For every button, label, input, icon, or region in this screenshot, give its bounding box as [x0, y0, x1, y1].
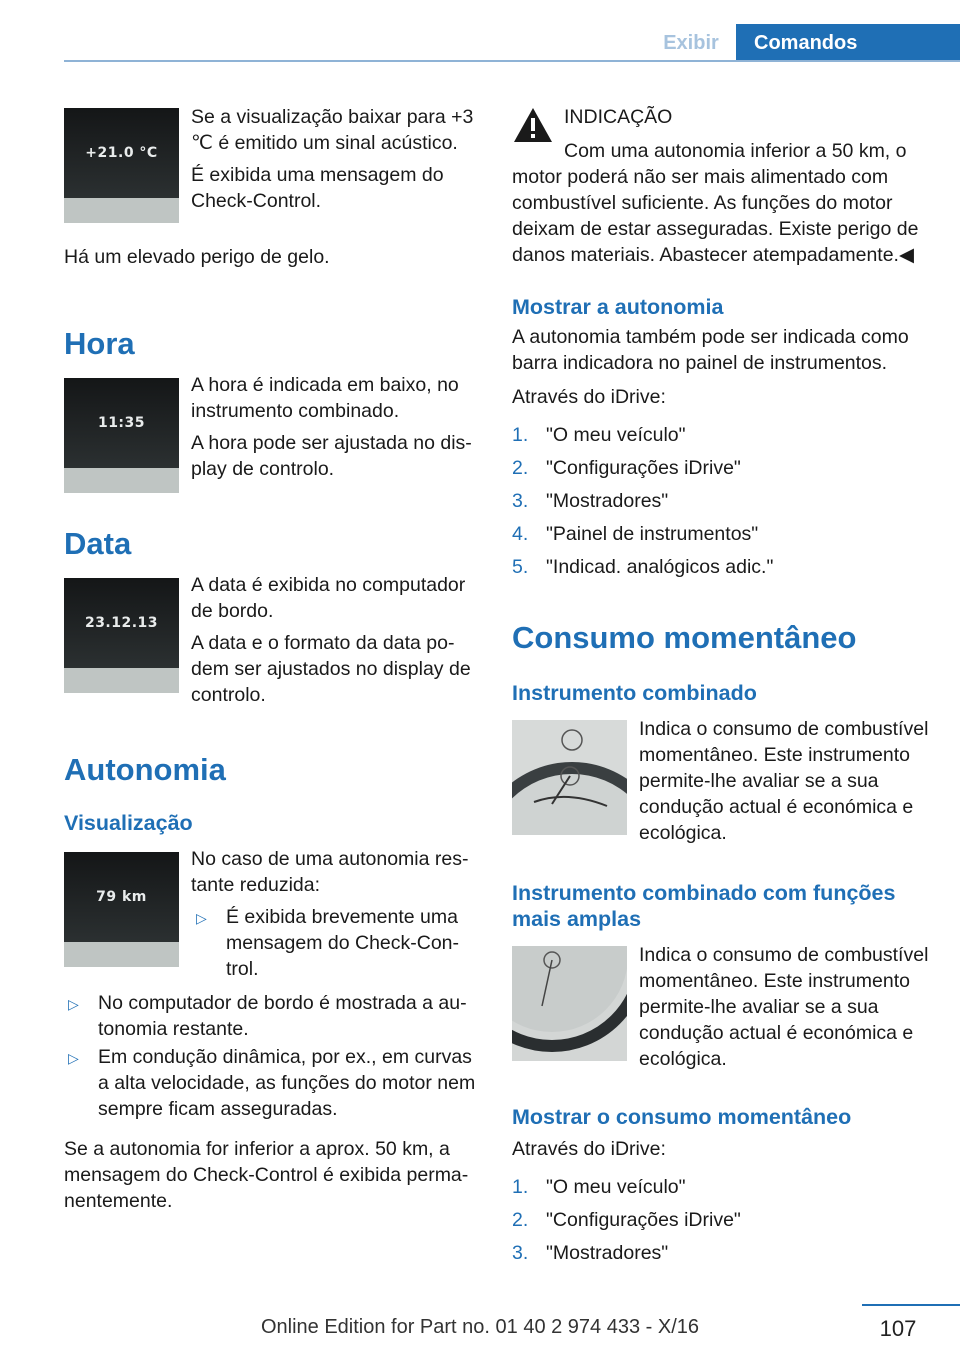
extended-gauge-image: [512, 946, 627, 1061]
footer-edition: Online Edition for Part no. 01 40 2 974 433 - X/16: [260, 1316, 700, 1338]
consumption-gauge-image: [512, 720, 627, 835]
temperature-display-image: +21.0 °C: [64, 108, 179, 223]
data-text: [191, 572, 481, 708]
hora-p2: A hora pode ser ajustada no display de controlo.: [191, 432, 472, 480]
bullet-3: Em condução dinâmica, por ex., em curvas a alta velocidade, as funções do motor nem sempre ficam asseguradas.: [98, 1046, 476, 1120]
step-number: 3.: [512, 1242, 529, 1264]
temp-text: [191, 104, 481, 214]
page-rule: [862, 1304, 960, 1306]
range-display-image: 79 km: [64, 852, 179, 967]
step-number: 4.: [512, 523, 529, 545]
date-display-image: 23.12.13: [64, 578, 179, 693]
data-title: Data: [64, 526, 132, 561]
consumo-title: Consumo momentâneo: [512, 620, 857, 655]
tab-exibir[interactable]: Exibir: [663, 32, 719, 54]
mostrar-autonomia-title: Mostrar a autonomia: [512, 295, 724, 319]
step-text: "Painel de instrumentos": [546, 523, 759, 545]
notice-body: Com uma autonomia inferior a 50 km, o motor poderá não ser mais alimentado com combustível suficiente. As funções do motor deixam de estar asseguradas. Existe perigo de danos materiais. Abastecer atempadamente.◀: [512, 140, 919, 266]
header-rule: [64, 60, 960, 62]
step-text: "Indicad. analógicos adic.": [546, 556, 774, 578]
bullet-icon: ▷: [68, 996, 79, 1012]
mostrar-autonomia-text: A autonomia também pode ser indicada como barra indicadora no painel de instrumentos.: [512, 326, 909, 374]
instrumento-combinado-title: Instrumento combinado: [512, 681, 757, 705]
instrumento-amplo-text: Indica o consumo de combustível momentâneo. Este instrumento permite-lhe avaliar se a sua condução actual é económica e ecológica.: [639, 944, 929, 1070]
page-number: 107: [879, 1316, 917, 1341]
ice-line: Há um elevado perigo de gelo.: [64, 246, 330, 268]
visualizacao-title: Visualização: [64, 811, 193, 835]
bullet-1: É exibida brevemente uma mensagem do Check-Control.: [226, 906, 460, 980]
step-number: 2.: [512, 457, 529, 479]
range-p1: No caso de uma autonomia restante reduzida:: [191, 848, 469, 896]
autonomia-title: Autonomia: [64, 752, 226, 787]
tab-comandos[interactable]: Comandos: [736, 24, 960, 62]
range-text: [191, 846, 483, 898]
step-number: 3.: [512, 490, 529, 512]
step-number: 1.: [512, 1176, 529, 1198]
temp-p1: Se a visualização baixar para +3 ℃ é emitido um sinal acústico.: [191, 106, 474, 154]
bullet-icon: ▷: [68, 1050, 79, 1066]
step-number: 1.: [512, 424, 529, 446]
hora-text: [191, 372, 481, 482]
step-text: "Configurações iDrive": [546, 1209, 741, 1231]
temp-p2: É exibida uma mensagem do Check-Control.: [191, 164, 444, 212]
clock-display-image: 11:35: [64, 378, 179, 493]
step-number: 2.: [512, 1209, 529, 1231]
step-text: "Mostradores": [546, 1242, 669, 1264]
hora-title: Hora: [64, 326, 135, 361]
step-text: "Mostradores": [546, 490, 669, 512]
data-p1: A data é exibida no computador de bordo.: [191, 574, 466, 622]
notice-head: INDICAÇÃO: [564, 106, 673, 128]
steps-list-2: [512, 1174, 930, 1274]
mostrar-consumo-title: Mostrar o consumo momentâneo: [512, 1105, 852, 1129]
step-number: 5.: [512, 556, 529, 578]
atraves-idrive-1: Através do iDrive:: [512, 386, 666, 408]
instrumento-combinado-text: Indica o consumo de combustível momentâneo. Este instrumento permite-lhe avaliar se a sua condução actual é económica e ecológica.: [639, 718, 929, 844]
bullet-icon: ▷: [196, 910, 207, 926]
steps-list-1: [512, 422, 930, 592]
step-text: "Configurações iDrive": [546, 457, 741, 479]
step-text: "O meu veículo": [546, 424, 686, 446]
closing-text: Se a autonomia for inferior a aprox. 50 km, a mensagem do Check-Control é exibida permanentemente.: [64, 1138, 469, 1212]
data-p2: A data e o formato da data podem ser ajustados no display de controlo.: [191, 632, 471, 706]
step-text: "O meu veículo": [546, 1176, 686, 1198]
bullet-2: No computador de bordo é mostrada a autonomia restante.: [98, 992, 467, 1040]
atraves-idrive-2: Através do iDrive:: [512, 1138, 666, 1160]
instrumento-amplo-title: Instrumento combinado com funções mais amplas: [512, 881, 896, 931]
hora-p1: A hora é indicada em baixo, no instrumento combinado.: [191, 374, 459, 422]
